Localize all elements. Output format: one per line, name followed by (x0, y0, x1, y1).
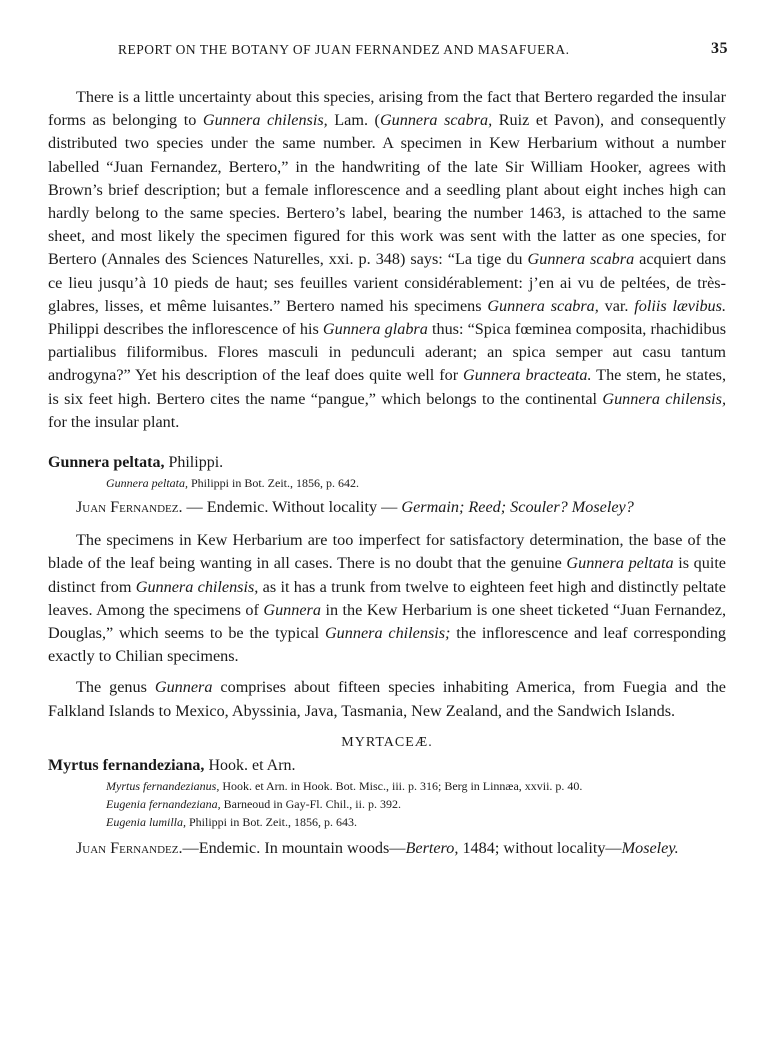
page-body (48, 86, 726, 860)
running-title: REPORT ON THE BOTANY OF JUAN FERNANDEZ AND MASAFUERA. (118, 42, 570, 57)
synonym-citation: Eugenia lumilla, Philippi in Bot. Zeit., 1856, p. 643. (106, 814, 358, 829)
paragraph-kew-specimens: The specimens in Kew Herbarium are too imperfect for satisfactory determination, the base of the blade of the leaf being wanting in all cases. There is no doubt that the genuine Gunnera peltata is quite distinct from Gunnera chilensis, as it has a trunk from twelve to eighteen feet high and distinctly peltate leaves. Among the specimens of Gunnera in the Kew Herbarium is one sheet ticketed “Juan Fernandez, Douglas,” which seems to be the typical Gunnera chilensis; the inflorescence and leaf corresponding exactly to Chilian specimens. (48, 531, 727, 666)
occurrence-text: —Endemic. In mountain woods—Bertero, 1484; without locality—Moseley. (182, 838, 679, 857)
species-name: Myrtus fernandeziana, (48, 756, 205, 774)
paragraph-gunnera-discussion: There is a little uncertainty about this species, arising from the fact that Bertero regarded the insular forms as belonging to Gunnera chilensis, Lam. (Gunnera scabra, Ruiz et Pavon), and consequently distributed two species under the same number. A specimen in Kew Herbarium without a number labelled “Juan Fernandez, Bertero,” in the handwriting of the late Sir William Hooker, agrees with Brown’s brief description; but a female inflorescence and a seedling plant about eight inches high can hardly belong to the same species. Bertero’s label, bearing the number 1463, is attached to the same sheet, and most likely the specimen figured for this work was sent with the latter as one species, for Bertero (Annales des Sciences Naturelles, xxi. p. 348) says: “La tige du Gunnera scabra acquiert dans ce lieu jusqu’à 10 pieds de haut; ses feuilles varient considérablement: j’en ai vu de peltées, de très-glabres, lisses, et même luisantes.” Bertero named his specimens Gunnera scabra, var. foliis lævibus. Philippi describes the inflorescence of his Gunnera glabra thus: “Spica fœminea composita, rhachidibus partialibus filiformibus. Flores masculi in pedunculi aderant; an spica semper aut casu tantum androgyna?” Yet his description of the leaf does quite well for Gunnera bracteata. The stem, he states, is six feet high. Bertero cites the name “pangue,” which belongs to the continental Gunnera chilensis, for the insular plant. (48, 88, 726, 431)
family-heading: MYRTACEÆ. (341, 734, 433, 750)
species-heading-myrtus (48, 755, 726, 777)
synonym-citation: Myrtus fernandezianus, Hook. et Arn. in Hook. Bot. Misc., iii. p. 316; Berg in Linnæa, xxvii. p. 40. (106, 778, 583, 793)
paragraph-genus-range: The genus Gunnera comprises about fifteen species inhabiting America, from Fuegia and the Falkland Islands to Mexico, Abyssinia, Java, Tasmania, New Zealand, and the Sandwich Islands. (48, 678, 726, 720)
occurrence-gunnera-peltata (48, 496, 726, 519)
locality-label: Juan Fernandez. (76, 498, 183, 517)
occurrence-text: — Endemic. Without locality — Germain; Reed; Scouler? Moseley? (182, 498, 634, 517)
locality-label: Juan Fernandez. (76, 838, 183, 857)
species-author: Hook. et Arn. (204, 756, 296, 774)
page-number: 35 (711, 40, 728, 57)
synonym-reference: Philippi in Bot. Zeit., 1856, p. 642. (188, 476, 360, 491)
synonym-citation (106, 474, 726, 492)
synonym-citation: Eugenia fernandeziana, Barneoud in Gay-Fl. Chil., ii. p. 392. (106, 796, 401, 811)
species-heading-gunnera-peltata (48, 452, 726, 474)
occurrence-myrtus (48, 837, 726, 860)
synonym-name: Gunnera peltata, (106, 476, 188, 491)
species-author: Philippi. (164, 454, 224, 472)
species-name: Gunnera peltata, (48, 454, 165, 472)
